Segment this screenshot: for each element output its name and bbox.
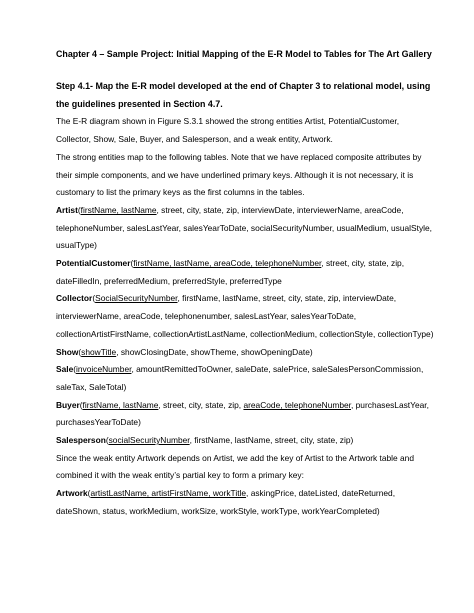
primary-key-part: areaCode, telephoneNumber: [243, 399, 351, 410]
table-attributes: , askingPrice, dateListed, dateReturned, dateShown, status, workMedium, workSize, workStyle, workType, workYearCompleted): [56, 488, 396, 516]
table-attributes: , street, city, state, zip, dateFilledIn, preferredMedium, preferredStyle, preferredType: [56, 258, 405, 286]
table-name: Show: [56, 346, 79, 357]
table-name: Buyer: [56, 399, 80, 410]
primary-key: artistLastName, artistFirstName, workTitle: [90, 488, 247, 499]
table-attributes: , showClosingDate, showTheme, showOpeningDate): [116, 346, 313, 357]
table-attributes: , street, city, state, zip,: [158, 399, 244, 410]
table-attributes: , firstName, lastName, street, city, state, zip): [189, 435, 354, 446]
table-definition-show: Show(showTitle, showClosingDate, showTheme, showOpeningDate): [56, 346, 313, 357]
primary-key: firstName, lastName, areaCode, telephoneNumber: [133, 258, 322, 269]
table-attributes: , firstName, lastName, street, city, state, zip, interviewDate, interviewerName, areaCode, telephonenumber, salesLastYear, salesYearToDate, collectionArtistFirstName, collectionArtistLastName, collectionMedium, collectionStyle, collectionType): [56, 293, 434, 339]
table-name: PotentialCustomer: [56, 258, 131, 269]
primary-key: firstName, lastName: [82, 399, 159, 410]
table-name: Artwork: [56, 488, 88, 499]
table-definition-artwork: Artwork(artistLastName, artistFirstName, workTitle, askingPrice, dateListed, dateReturned, dateShown, status, workMedium, workSize, workStyle, workType, workYearCompleted): [56, 488, 396, 516]
intro-paragraph: The E-R diagram shown in Figure S.3.1 showed the strong entities Artist, PotentialCustomer, Collector, Show, Sale, Buyer, and Salesperson, and a weak entity, Artwork.: [56, 116, 400, 145]
primary-key: showTitle: [81, 346, 117, 357]
table-attributes: , street, city, state, zip, interviewDate, interviewerName, areaCode, telephoneNumber, salesLastYear, salesYearToDate, socialSecurityNumber, usualMedium, usualStyle, usualType): [56, 204, 432, 251]
step-title: Step 4.1- Map the E-R model developed at the end of Chapter 3 to relational model, using the guidelines presented in Section 4.7.: [56, 81, 431, 109]
table-name: Sale: [56, 364, 74, 375]
chapter-title: Chapter 4 – Sample Project: Initial Mapping of the E-R Model to Tables for The Art Gallery: [56, 49, 432, 59]
table-definition-collector: Collector(SocialSecurityNumber, firstName, lastName, street, city, state, zip, interviewDate, interviewerName, areaCode, telephonenumber, salesLastYear, salesYearToDate, collectionArtistFirstName, collectionArtistLastName, collectionMedium, collectionStyle, collectionType): [56, 293, 434, 339]
table-attributes: , amountRemittedToOwner, saleDate, salePrice, saleSalesPersonCommission, saleTax, SaleTotal): [56, 364, 424, 392]
table-attributes: , purchasesLastYear, purchasesYearToDate): [56, 399, 429, 428]
table-definition-sale: Sale(invoiceNumber, amountRemittedToOwner, saleDate, salePrice, saleSalesPersonCommission, saleTax, SaleTotal): [56, 364, 424, 392]
primary-key: SocialSecurityNumber: [95, 293, 178, 304]
table-name: Collector: [56, 293, 93, 304]
table-name: Salesperson: [56, 435, 106, 446]
table-definition-potentialcustomer: PotentialCustomer(firstName, lastName, areaCode, telephoneNumber, street, city, state, zip, dateFilledIn, preferredMedium, preferredStyle, preferredType: [56, 258, 405, 286]
table-definition-artist: Artist(firstName, lastName, street, city, state, zip, interviewDate, interviewerName, areaCode, telephoneNumber, salesLastYear, salesYearToDate, socialSecurityNumber, usualMedium, usualStyle, usualType): [56, 204, 432, 251]
table-definition-salesperson: Salesperson(socialSecurityNumber, firstName, lastName, street, city, state, zip): [56, 435, 354, 446]
table-definition-buyer: Buyer(firstName, lastName, street, city, state, zip, areaCode, telephoneNumber, purchasesLastYear, purchasesYearToDate): [56, 399, 429, 428]
strong-entities-note: The strong entities map to the following tables. Note that we have replaced composite attributes by their simple components, and we have underlined primary keys. Although it is not necessary, it is customary to list the primary keys as the first columns in the tables.: [56, 151, 422, 198]
primary-key: firstName, lastName: [80, 204, 157, 215]
primary-key: invoiceNumber: [76, 364, 132, 375]
table-name: Artist: [56, 204, 78, 215]
primary-key: socialSecurityNumber: [108, 435, 190, 446]
weak-entity-note: Since the weak entity Artwork depends on Artist, we add the key of Artist to the Artwork table and combined it with the weak entity’s partial key to form a primary key:: [56, 452, 414, 481]
